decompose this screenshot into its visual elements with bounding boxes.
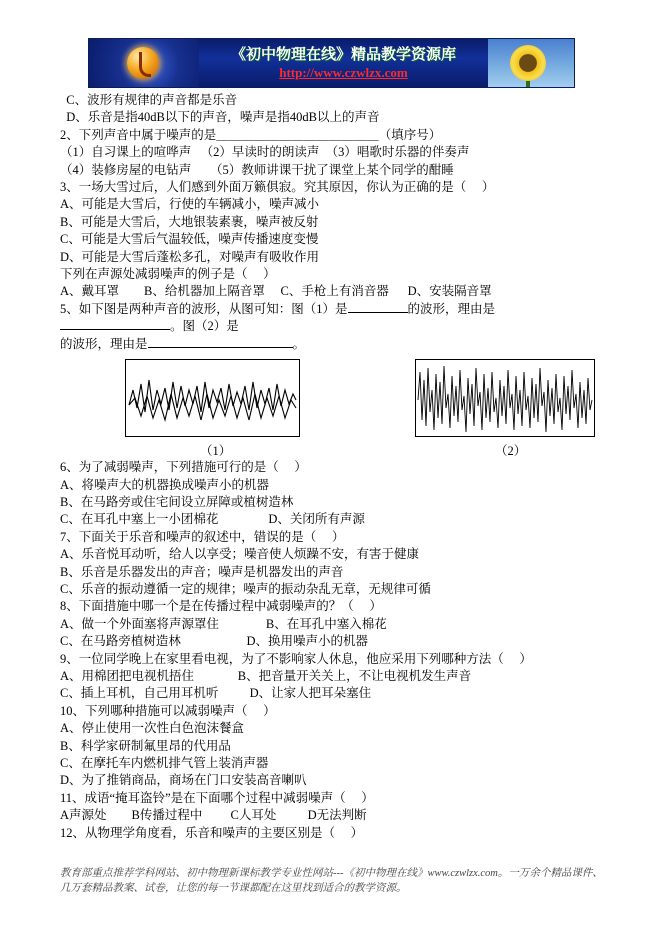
q5-blank-3[interactable] — [148, 347, 293, 348]
text-line: D、可能是大雪后蓬松多孔，对噪声有吸收作用 — [60, 249, 320, 264]
text-line: 3、一场大雪过后，人们感到外面万籁俱寂。究其原因，你认为正确的是（ ） — [60, 180, 495, 195]
text-line: A、用棉团把电视机捂住 B、把音量开关关上，不让电视机发生声音 — [60, 668, 472, 683]
site-banner — [88, 38, 575, 88]
text-line: （1）自习课上的喧哗声 （2）早读时的朗读声 （3）唱歌时乐器的伴奏声 — [60, 145, 470, 160]
text-line: A、戴耳罩 B、给机器加上隔音罩 C、手枪上有消音器 D、安装隔音罩 — [60, 284, 492, 299]
text-line: B、在马路旁或住宅间设立屏障或植树造林 — [60, 494, 294, 509]
text-line: A声源处 B传播过程中 C人耳处 D无法判断 — [60, 808, 367, 823]
waveform-figure-2 — [415, 359, 595, 437]
q5-line2-prefix: 的波形，理由是 — [60, 336, 148, 351]
waveform-figures — [60, 359, 605, 459]
waveform-regular-icon — [126, 360, 299, 436]
page-footer — [60, 866, 605, 896]
text-line: A、可能是大雪后，行使的车辆减小，噪声减小 — [60, 197, 320, 212]
text-line: C、在摩托车内燃机排气管上装消声器 — [60, 756, 269, 770]
flame-logo-icon — [127, 47, 159, 79]
text-line: （4）装修房屋的电钻声 （5）教师讲课干扰了课堂上某个同学的酣睡 — [60, 162, 454, 177]
text-line: C、在马路旁植树造林 D、换用噪声小的机器 — [60, 634, 368, 649]
q5-prefix: 5、如下图是两种声音的波形，从图可知：图（1）是 — [60, 301, 348, 316]
text-line: 11、成语“掩耳盗铃”是在下面哪个过程中减弱噪声（ ） — [60, 790, 374, 805]
text-line: 2、下列声音中属于噪声的是＿＿＿＿＿＿＿＿＿＿＿＿＿（填序号） — [60, 127, 442, 142]
text-line: C、波形有规律的声音都是乐音 — [60, 93, 238, 107]
text-line: 10、下列哪种措施可以减弱噪声（ ） — [60, 703, 276, 718]
text-line: 6、为了减弱噪声，下列措施可行的是（ ） — [60, 460, 307, 475]
text-line: 8、下面措施中哪一个是在传播过程中减弱噪声的？（ ） — [60, 599, 382, 614]
figure-2-caption: （2） — [495, 444, 527, 459]
banner-right-panel — [488, 39, 574, 87]
text-line: A、停止使用一次性白色泡沫餐盒 — [60, 721, 245, 736]
text-line: C、可能是大雪后气温较低，噪声传播速度变慢 — [60, 232, 319, 247]
text-line: B、科学家研制氟里昂的代用品 — [60, 738, 231, 753]
footer-line: 教育部重点推荐学科网站、初中物理新课标教学专业性网站---《初中物理在线》www.czwlzx.com。一万余个精品课件、 — [60, 868, 603, 879]
q5-mid1: 的波形，理由是 — [407, 301, 496, 316]
text-line: 9、一位同学晚上在家里看电视，为了不影响家人休息，他应采用下列哪种方法（ ） — [60, 651, 532, 666]
question-5-line2 — [60, 336, 605, 353]
footer-line: 几万套精品教案、试卷，让您的每一节课都配在这里找到适合的教学资源。 — [60, 883, 407, 894]
text-line: A、做一个外面塞将声源罩住 B、在耳孔中塞入棉花 — [60, 616, 387, 631]
document-body — [60, 92, 605, 842]
text-line: D、为了推销商品，商场在门口安装高音喇叭 — [60, 773, 307, 788]
waveform-figure-1 — [125, 359, 300, 437]
question-5-line1 — [60, 301, 605, 336]
q5-blank-1[interactable] — [348, 312, 408, 313]
text-line: 下列在声源处减弱噪声的例子是（ ） — [60, 267, 276, 282]
banner-center-panel — [199, 39, 488, 87]
text-line: A、将噪声大的机器换成噪声小的机器 — [60, 477, 270, 492]
text-line: A、乐音悦耳动听，给人以享受；噪音使人烦躁不安，有害于健康 — [60, 547, 420, 562]
q5-mid2: 。图（2）是 — [170, 319, 239, 334]
figure-1-caption: （1） — [200, 444, 232, 459]
text-line: B、乐音是乐器发出的声音；噪声是机器发出的声音 — [60, 564, 344, 579]
text-line: B、可能是大雪后，大地银装素裹，噪声被反射 — [60, 214, 319, 229]
text-line: 7、下面关于乐音和噪声的叙述中，错误的是（ ） — [60, 529, 345, 544]
q5-blank-2[interactable] — [60, 329, 170, 330]
sunflower-icon — [510, 45, 546, 81]
banner-title: 《初中物理在线》精品教学资源库 — [230, 45, 456, 63]
text-line: C、乐音的振动遵循一定的规律；噪声的振动杂乱无章，无规律可循 — [60, 581, 431, 596]
text-line: 12、从物理学角度看，乐音和噪声的主要区别是（ ） — [60, 825, 364, 840]
text-line: C、在耳孔中塞上一小团棉花 D、关闭所有声源 — [60, 512, 365, 527]
text-line: C、插上耳机，自己用耳机听 D、让家人把耳朵塞住 — [60, 686, 372, 701]
banner-left-panel — [89, 39, 199, 87]
waveform-noise-icon — [416, 360, 594, 436]
q5-line2-suffix: 。 — [292, 336, 306, 351]
text-line: D、乐音是指40dB以下的声音，噪声是指40dB以上的声音 — [60, 110, 380, 125]
banner-url[interactable]: http://www.czwlzx.com — [279, 65, 408, 80]
